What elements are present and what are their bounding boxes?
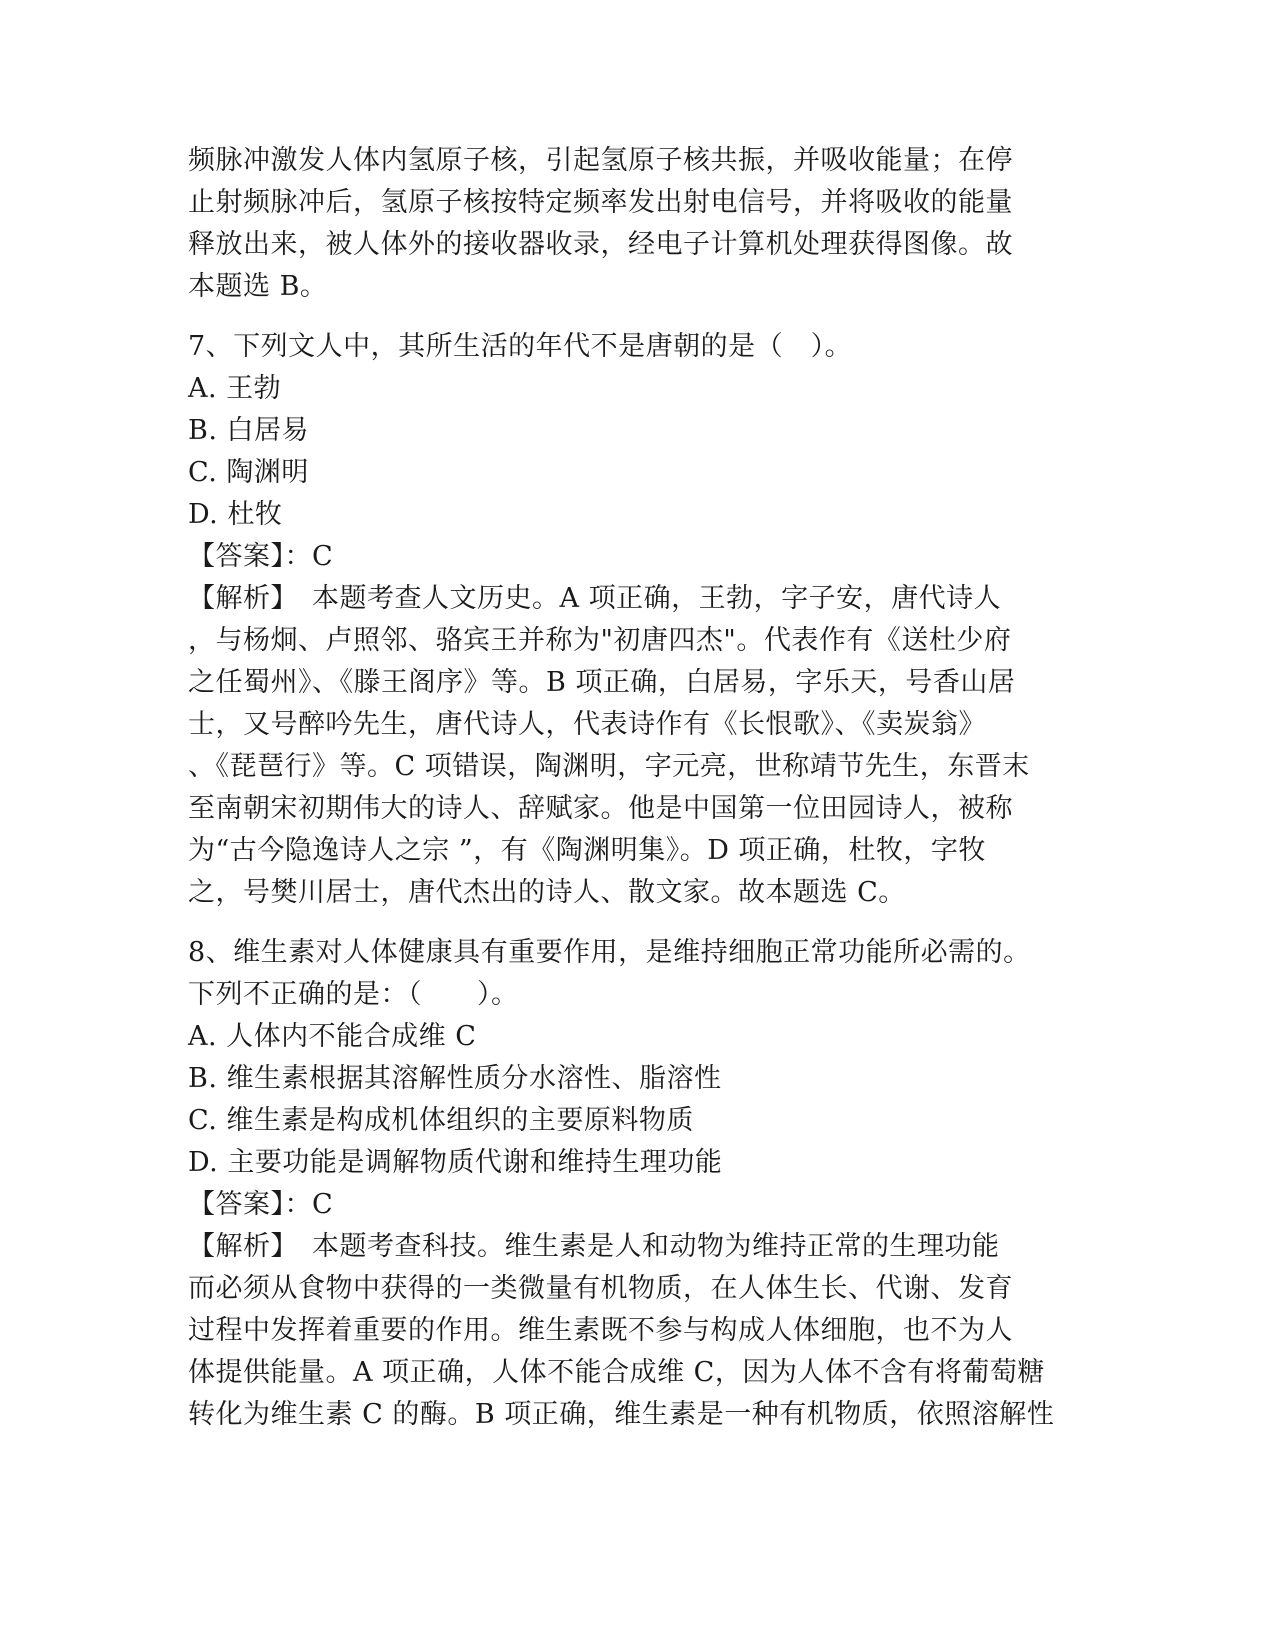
question-8-analysis: 而必须从食物中获得的一类微量有机物质，在人体生长、代谢、发育: [188, 1273, 1013, 1304]
text-line: 止射频脉冲后，氢原子核按特定频率发出射电信号，并将吸收的能量: [188, 187, 1013, 218]
question-7-option-c: C. 陶渊明: [188, 457, 309, 488]
question-8-analysis: 【解析】 本题考查科技。维生素是人和动物为维持正常的生理功能: [188, 1231, 1000, 1262]
question-8-stem: 8、维生素对人体健康具有重要作用，是维持细胞正常功能所必需的。: [188, 937, 1031, 968]
question-8-option-a: A. 人体内不能合成维 C: [188, 1021, 477, 1052]
question-7-analysis: 为“古今隐逸诗人之宗 ”，有《陶渊明集》。D 项正确，杜牧，字牧: [188, 835, 986, 866]
question-7-option-a: A. 王勃: [188, 373, 282, 404]
text-line: 释放出来，被人体外的接收器收录，经电子计算机处理获得图像。故: [188, 229, 1013, 260]
question-8-option-c: C. 维生素是构成机体组织的主要原料物质: [188, 1105, 694, 1136]
question-7-option-d: D. 杜牧: [188, 499, 283, 530]
question-8-analysis: 过程中发挥着重要的作用。维生素既不参与构成人体细胞，也不为人: [188, 1315, 1013, 1346]
text-line: 本题选 B。: [188, 271, 328, 302]
question-7-analysis: ，与杨炯、卢照邻、骆宾王并称为"初唐四杰"。代表作有《送杜少府: [188, 625, 1012, 656]
question-7-analysis: 之任蜀州》、《滕王阁序》等。B 项正确，白居易，字乐天，号香山居: [188, 667, 1016, 698]
question-7-analysis: 至南朝宋初期伟大的诗人、辞赋家。他是中国第一位田园诗人，被称: [188, 793, 1013, 824]
question-7-answer: 【答案】：C: [188, 541, 334, 572]
question-8-analysis: 转化为维生素 C 的酶。B 项正确，维生素是一种有机物质，依照溶解性: [188, 1399, 1055, 1430]
question-8-option-b: B. 维生素根据其溶解性质分水溶性、脂溶性: [188, 1063, 722, 1094]
question-7-analysis: 、《琵琶行》等。C 项错误，陶渊明，字元亮，世称靖节先生，东晋末: [188, 751, 1030, 782]
question-8-stem: 下列不正确的是：（ ）。: [188, 979, 519, 1010]
question-8-analysis: 体提供能量。A 项正确，人体不能合成维 C，因为人体不含有将葡萄糖: [188, 1357, 1045, 1388]
text-line: 频脉冲激发人体内氢原子核，引起氢原子核共振，并吸收能量；在停: [188, 145, 1013, 176]
question-7-analysis: 之，号樊川居士，唐代杰出的诗人、散文家。故本题选 C。: [188, 877, 906, 908]
question-8-option-d: D. 主要功能是调解物质代谢和维持生理功能: [188, 1147, 723, 1178]
question-8-answer: 【答案】：C: [188, 1189, 334, 1220]
question-7-option-b: B. 白居易: [188, 415, 310, 446]
question-7-analysis: 【解析】 本题考查人文历史。A 项正确，王勃，字子安，唐代诗人: [188, 583, 1002, 614]
question-7-analysis: 士，又号醉吟先生，唐代诗人，代表诗作有《长恨歌》、《卖炭翁》: [188, 709, 986, 740]
question-7-stem: 7、下列文人中，其所生活的年代不是唐朝的是（ ）。: [188, 331, 853, 362]
